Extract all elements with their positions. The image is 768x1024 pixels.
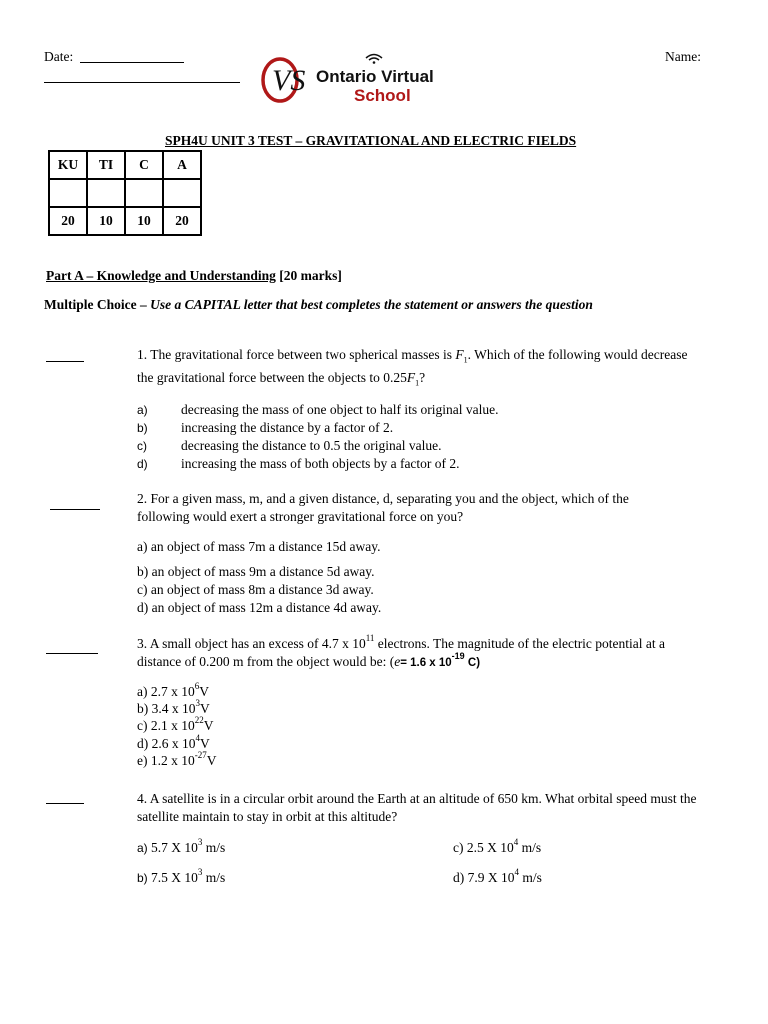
mc-label: Multiple Choice –: [44, 297, 147, 312]
date-second-line: [44, 82, 240, 83]
q1-stem-line2: the gravitational force between the objects to $0.25F_1$?: [137, 370, 426, 388]
q3-option-c: c) 2.1 x $10^{22}V$: [137, 715, 214, 733]
q4-option-a: a) 5.7 X $10^3$ m/s: [137, 837, 226, 855]
mc-instruction-text: Use a CAPITAL letter that best completes the statement or answers the question: [150, 297, 593, 312]
score-cell-c[interactable]: [125, 179, 163, 207]
q3-option-e: e) 1.2 x $10^{-27}V$: [137, 750, 217, 768]
score-total-ti: 10: [87, 207, 125, 235]
part-a-heading: [46, 268, 342, 284]
score-header-c: C: [125, 151, 163, 179]
score-table: [48, 150, 202, 236]
q2-answer-blank[interactable]: [50, 509, 100, 510]
score-cell-ku[interactable]: [49, 179, 87, 207]
wifi-icon: [364, 52, 384, 64]
score-header-ku: KU: [49, 151, 87, 179]
part-a-marks: [20 marks]: [279, 268, 342, 283]
q3-option-d: d) 2.6 x $10^4V$: [137, 733, 210, 751]
q3-answer-blank[interactable]: [46, 653, 98, 654]
q2-stem-line2: following would exert a stronger gravitational force on you?: [137, 509, 464, 524]
q4-option-b: b) 7.5 X $10^3$ m/s: [137, 867, 226, 885]
q2-option-d: d) an object of mass 12m a distance 4d away.: [137, 600, 382, 615]
score-header-a: A: [163, 151, 201, 179]
q1-option-b: b) increasing the distance by a factor of 2.: [137, 420, 394, 435]
q4-stem-line1: 4. A satellite is in a circular orbit around the Earth at an altitude of 650 km. What orbital speed must the: [137, 791, 697, 806]
q2-option-b: b) an object of mass 9m a distance 5d away.: [137, 564, 375, 579]
q3-stem-line2: distance of 0.200 m from the object would be: (e= 1.6 x $10^{-19}$ C): [137, 651, 481, 669]
q1-option-d: d) increasing the mass of both objects by a factor of 2.: [137, 456, 460, 471]
q3-stem-line1: 3. A small object has an excess of 4.7 x $10^{11}$ electrons. The magnitude of the electric potential at a: [137, 633, 666, 651]
score-total-ku: 20: [49, 207, 87, 235]
q4-option-c: c) 2.5 X $10^4$ m/s: [453, 837, 542, 855]
ovs-logo-icon: [258, 50, 316, 108]
school-logo: [258, 50, 468, 108]
q4-stem-line2: satellite maintain to stay in orbit at this altitude?: [137, 809, 398, 824]
q1-stem-line1: 1. The gravitational force between two spherical masses is $F_1$. Which of the following would decrease: [137, 347, 688, 365]
q2-option-c: c) an object of mass 8m a distance 3d away.: [137, 582, 374, 597]
q3-option-a: a) 2.7 x $10^6V$: [137, 681, 209, 699]
q4-answer-blank[interactable]: [46, 803, 84, 804]
score-total-a: 20: [163, 207, 201, 235]
score-header-ti: TI: [87, 151, 125, 179]
logo-line2: School: [354, 86, 411, 105]
q1-answer-blank[interactable]: [46, 361, 84, 362]
logo-line1: Ontario Virtual: [316, 67, 434, 86]
mc-instructions: [44, 297, 593, 313]
test-title: SPH4U UNIT 3 TEST – GRAVITATIONAL AND ELECTRIC FIELDS: [165, 133, 577, 148]
q3-option-b: b) 3.4 x $10^3V$: [137, 698, 210, 716]
date-label: Date:: [44, 49, 74, 64]
name-label: Name:: [665, 49, 701, 64]
score-cell-a[interactable]: [163, 179, 201, 207]
q1-option-a: a) decreasing the mass of one object to half its original value.: [137, 402, 499, 417]
part-a-title: Part A – Knowledge and Understanding: [46, 268, 276, 283]
score-cell-ti[interactable]: [87, 179, 125, 207]
q2-stem-line1: 2. For a given mass, m, and a given distance, d, separating you and the object, which of the: [137, 491, 629, 506]
logo-mark: VS: [272, 64, 306, 97]
date-field[interactable]: [80, 62, 184, 63]
q1-option-c: c) decreasing the distance to 0.5 the original value.: [137, 438, 442, 453]
q4-option-d: d) 7.9 X $10^4$ m/s: [453, 867, 542, 885]
score-total-c: 10: [125, 207, 163, 235]
q2-option-a: a) an object of mass 7m a distance 15d away.: [137, 539, 381, 554]
